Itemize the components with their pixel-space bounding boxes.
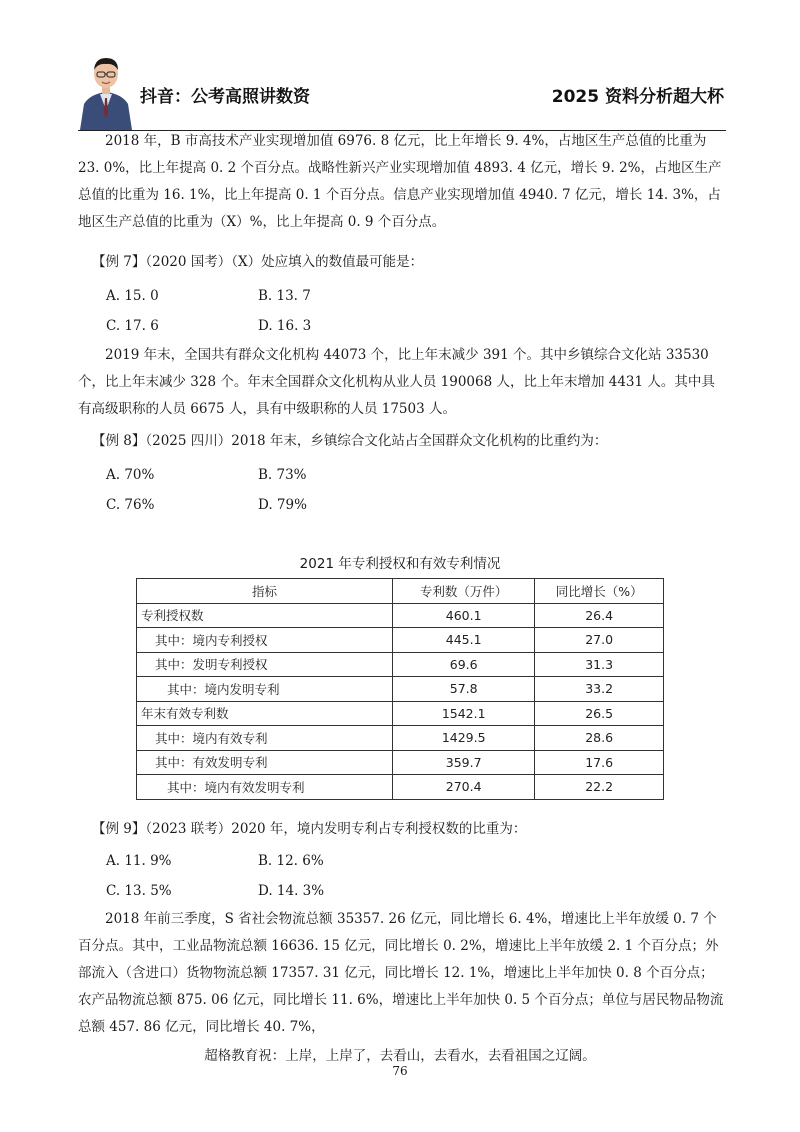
question-7: 【例 7】（2020 国考）（X）处应填入的数值最可能是： — [92, 254, 424, 270]
row-label: 其中：境内有效发明专利 — [137, 775, 393, 800]
patent-table — [136, 578, 664, 800]
row-growth: 28.6 — [535, 726, 664, 751]
row-growth: 33.2 — [535, 677, 664, 702]
q9-option-c[interactable]: C. 13. 5% — [106, 883, 172, 899]
row-count: 57.8 — [393, 677, 535, 702]
table-header-row — [137, 579, 664, 604]
row-count: 359.7 — [393, 750, 535, 775]
page-number: 76 — [392, 1064, 408, 1078]
col-header-count: 专利数（万件） — [393, 579, 535, 604]
row-growth: 27.0 — [535, 628, 664, 653]
row-label: 年末有效专利数 — [137, 701, 393, 726]
row-label: 其中：境内有效专利 — [137, 726, 393, 751]
q7-option-d[interactable]: D. 16. 3 — [258, 318, 312, 334]
table-row — [137, 652, 664, 677]
table-row — [137, 701, 664, 726]
q8-option-a[interactable]: A. 70% — [106, 467, 155, 483]
row-growth: 26.4 — [535, 603, 664, 628]
col-header-indicator: 指标 — [137, 579, 393, 604]
row-label: 其中：有效发明专利 — [137, 750, 393, 775]
row-count: 69.6 — [393, 652, 535, 677]
col-header-growth: 同比增长（%） — [535, 579, 664, 604]
material-paragraph-1: 2018 年，B 市高技术产业实现增加值 6976. 8 亿元，比上年增长 9. 4%，占地区生产总值的比重为 23. 0%，比上年提高 0. 2 个百分点。战略性新兴产业实现增加值 4893. 4 亿元，增长 9. 2%，占地区生产总值的比重为 16. 1%，比上年提高 0. 1 个百分点。信息产业实现增加值 4940. 7 亿元，增长 14. 3%，占地区生产总值的比重为（X）%，比上年提高 0. 9 个百分点。 — [78, 133, 722, 230]
row-label: 专利授权数 — [137, 603, 393, 628]
row-growth: 31.3 — [535, 652, 664, 677]
avatar — [78, 48, 134, 130]
question-8: 【例 8】（2025 四川）2018 年末，乡镇综合文化站占全国群众文化机构的比重约为： — [92, 433, 608, 449]
material-paragraph-2: 2019 年末，全国共有群众文化机构 44073 个，比上年末减少 391 个。其中乡镇综合文化站 33530 个，比上年末减少 328 个。年末全国群众文化机构从业人员 190068 人，比上年末增加 4431 人。其中具有高级职称的人员 6675 人，具有中级职称的人员 17503 人。 — [78, 347, 715, 417]
row-label: 其中：发明专利授权 — [137, 652, 393, 677]
row-growth: 22.2 — [535, 775, 664, 800]
question-9: 【例 9】（2023 联考）2020 年，境内发明专利占专利授权数的比重为： — [92, 821, 527, 837]
q7-option-b[interactable]: B. 13. 7 — [258, 288, 311, 304]
q7-option-a[interactable]: A. 15. 0 — [106, 288, 159, 304]
table-row — [137, 677, 664, 702]
row-label: 其中：境内专利授权 — [137, 628, 393, 653]
q8-option-c[interactable]: C. 76% — [106, 497, 155, 513]
material-paragraph-3: 2018 年前三季度，S 省社会物流总额 35357. 26 亿元，同比增长 6. 4%，增速比上半年放缓 0. 7 个百分点。其中，工业品物流总额 16636. 15 亿元，同比增长 0. 2%，增速比上半年放缓 2. 1 个百分点；外部流入（含进口）货物物流总额 17357. 31 亿元，同比增长 12. 1%，增速比上半年加快 0. 8 个百分点；农产品物流总额 875. 06 亿元，同比增长 11. 6%，增速比上半年加快 0. 5 个百分点；单位与居民物品物流总额 457. 86 亿元，同比增长 40. 7%， — [78, 911, 724, 1035]
header-book-title: 2025 资料分析超大杯 — [551, 87, 724, 107]
q8-option-b[interactable]: B. 73% — [258, 467, 307, 483]
row-count: 445.1 — [393, 628, 535, 653]
footer-motto: 超格教育祝：上岸，上岸了，去看山，去看水，去看祖国之辽阔。 — [204, 1048, 596, 1064]
q9-option-d[interactable]: D. 14. 3% — [258, 883, 325, 899]
q9-option-b[interactable]: B. 12. 6% — [258, 853, 324, 869]
row-count: 1429.5 — [393, 726, 535, 751]
row-growth: 17.6 — [535, 750, 664, 775]
table-row — [137, 750, 664, 775]
page-header — [78, 48, 726, 131]
table-row — [137, 603, 664, 628]
presenter-photo-icon — [78, 48, 134, 130]
row-growth: 26.5 — [535, 701, 664, 726]
row-count: 1542.1 — [393, 701, 535, 726]
header-channel-title: 抖音：公考高照讲数资 — [140, 87, 310, 107]
table-row — [137, 628, 664, 653]
q8-option-d[interactable]: D. 79% — [258, 497, 307, 513]
row-count: 270.4 — [393, 775, 535, 800]
table-row — [137, 726, 664, 751]
table-row — [137, 775, 664, 800]
q9-option-a[interactable]: A. 11. 9% — [106, 853, 172, 869]
row-count: 460.1 — [393, 603, 535, 628]
table-title: 2021 年专利授权和有效专利情况 — [299, 556, 501, 572]
row-label: 其中：境内发明专利 — [137, 677, 393, 702]
q7-option-c[interactable]: C. 17. 6 — [106, 318, 159, 334]
